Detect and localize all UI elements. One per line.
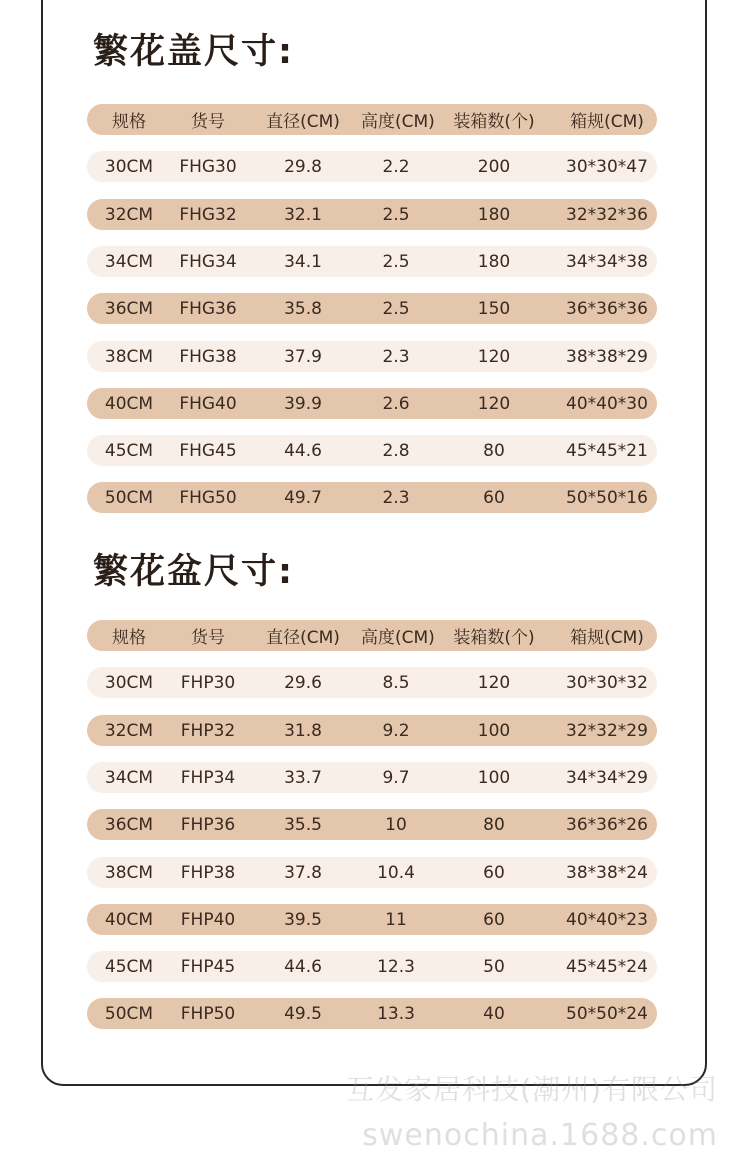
table-cell: 45*45*21 bbox=[566, 440, 648, 461]
table-cell: 120 bbox=[477, 672, 511, 693]
table-cell: 60 bbox=[483, 487, 505, 508]
table-cell: 10 bbox=[385, 814, 407, 835]
table-cell: 38*38*29 bbox=[566, 346, 648, 367]
table-cell: 80 bbox=[483, 814, 505, 835]
table-cell: FHG32 bbox=[179, 204, 237, 225]
lid-section-title: 繁花盖尺寸: bbox=[93, 32, 294, 72]
table-cell: 38CM bbox=[104, 346, 154, 367]
table-row bbox=[87, 293, 657, 324]
table-cell: 40 bbox=[483, 1003, 505, 1024]
table-header-cell: 箱规(CM) bbox=[570, 112, 644, 132]
table-cell: FHG50 bbox=[179, 487, 237, 508]
table-cell: 50CM bbox=[104, 487, 154, 508]
table-cell: 60 bbox=[483, 862, 505, 883]
table-row bbox=[87, 199, 657, 230]
watermark-site: swenochina.1688.com bbox=[362, 1118, 718, 1153]
table-cell: 30CM bbox=[104, 156, 154, 177]
table-cell: 80 bbox=[483, 440, 505, 461]
table-cell: 60 bbox=[483, 909, 505, 930]
table-cell: 34*34*38 bbox=[566, 251, 648, 272]
table-row bbox=[87, 951, 657, 982]
table-cell: FHG36 bbox=[179, 298, 237, 319]
table-cell: 12.3 bbox=[377, 956, 415, 977]
table-header-row bbox=[87, 620, 657, 651]
table-cell: 120 bbox=[477, 393, 511, 414]
table-cell: 40*40*30 bbox=[566, 393, 648, 414]
table-cell: 30CM bbox=[104, 672, 154, 693]
table-cell: 30*30*47 bbox=[566, 156, 648, 177]
table-cell: FHP30 bbox=[180, 672, 236, 693]
table-cell: FHP45 bbox=[180, 956, 236, 977]
table-cell: 10.4 bbox=[377, 862, 415, 883]
table-row bbox=[87, 762, 657, 793]
table-cell: 35.8 bbox=[284, 298, 322, 319]
table-cell: 9.2 bbox=[382, 720, 410, 741]
table-cell: 2.6 bbox=[382, 393, 410, 414]
table-cell: 45CM bbox=[104, 440, 154, 461]
table-cell: 40CM bbox=[104, 393, 154, 414]
table-cell: 38CM bbox=[104, 862, 154, 883]
table-cell: 50 bbox=[483, 956, 505, 977]
table-cell: FHP38 bbox=[180, 862, 236, 883]
table-cell: FHG30 bbox=[179, 156, 237, 177]
table-cell: 49.7 bbox=[284, 487, 322, 508]
table-header-row bbox=[87, 104, 657, 135]
table-cell: 29.8 bbox=[284, 156, 322, 177]
table-cell: 34.1 bbox=[284, 251, 322, 272]
table-row bbox=[87, 246, 657, 277]
table-cell: 30*30*32 bbox=[566, 672, 648, 693]
table-cell: 32CM bbox=[104, 204, 154, 225]
table-cell: 50CM bbox=[104, 1003, 154, 1024]
table-header-cell: 货号 bbox=[191, 628, 225, 648]
table-cell: 11 bbox=[385, 909, 407, 930]
table-cell: 36CM bbox=[104, 298, 154, 319]
table-cell: 34CM bbox=[104, 767, 154, 788]
table-cell: 2.8 bbox=[382, 440, 410, 461]
table-header-cell: 高度(CM) bbox=[361, 112, 435, 132]
table-cell: 180 bbox=[477, 204, 511, 225]
table-header-cell: 规格 bbox=[112, 628, 146, 648]
table-cell: 120 bbox=[477, 346, 511, 367]
table-cell: 2.3 bbox=[382, 346, 410, 367]
table-cell: 36*36*36 bbox=[566, 298, 648, 319]
table-cell: 45CM bbox=[104, 956, 154, 977]
table-cell: 200 bbox=[477, 156, 511, 177]
table-cell: 39.9 bbox=[284, 393, 322, 414]
table-row bbox=[87, 435, 657, 466]
table-header-cell: 规格 bbox=[112, 112, 146, 132]
table-header-cell: 装箱数(个) bbox=[453, 628, 535, 648]
table-cell: 150 bbox=[477, 298, 511, 319]
basin-section-title: 繁花盆尺寸: bbox=[93, 552, 294, 592]
table-cell: 32*32*36 bbox=[566, 204, 648, 225]
table-header-cell: 装箱数(个) bbox=[453, 112, 535, 132]
table-cell: 100 bbox=[477, 720, 511, 741]
table-cell: 34CM bbox=[104, 251, 154, 272]
table-cell: 2.5 bbox=[382, 251, 410, 272]
table-cell: 36CM bbox=[104, 814, 154, 835]
table-header-cell: 箱规(CM) bbox=[570, 628, 644, 648]
table-cell: 50*50*24 bbox=[566, 1003, 648, 1024]
table-cell: 39.5 bbox=[284, 909, 322, 930]
table-cell: 13.3 bbox=[377, 1003, 415, 1024]
table-row bbox=[87, 857, 657, 888]
table-cell: 44.6 bbox=[284, 956, 322, 977]
table-header-cell: 直径(CM) bbox=[266, 112, 340, 132]
table-cell: 44.6 bbox=[284, 440, 322, 461]
table-cell: 37.9 bbox=[284, 346, 322, 367]
table-cell: 36*36*26 bbox=[566, 814, 648, 835]
table-cell: 49.5 bbox=[284, 1003, 322, 1024]
table-cell: 38*38*24 bbox=[566, 862, 648, 883]
table-row bbox=[87, 715, 657, 746]
table-cell: 35.5 bbox=[284, 814, 322, 835]
table-cell: 33.7 bbox=[284, 767, 322, 788]
table-cell: FHP50 bbox=[180, 1003, 236, 1024]
table-cell: 32*32*29 bbox=[566, 720, 648, 741]
table-cell: 180 bbox=[477, 251, 511, 272]
table-row bbox=[87, 388, 657, 419]
table-row bbox=[87, 667, 657, 698]
table-cell: FHP32 bbox=[180, 720, 236, 741]
table-cell: FHP34 bbox=[180, 767, 236, 788]
table-cell: 50*50*16 bbox=[566, 487, 648, 508]
table-row bbox=[87, 482, 657, 513]
table-cell: 100 bbox=[477, 767, 511, 788]
table-cell: 29.6 bbox=[284, 672, 322, 693]
table-cell: FHG40 bbox=[179, 393, 237, 414]
table-header-cell: 高度(CM) bbox=[361, 628, 435, 648]
table-cell: 32.1 bbox=[284, 204, 322, 225]
table-row bbox=[87, 904, 657, 935]
table-row bbox=[87, 998, 657, 1029]
table-cell: 34*34*29 bbox=[566, 767, 648, 788]
table-cell: 2.5 bbox=[382, 204, 410, 225]
table-cell: 45*45*24 bbox=[566, 956, 648, 977]
table-cell: 2.3 bbox=[382, 487, 410, 508]
watermark-company: 互发家居科技(潮州)有限公司 bbox=[346, 1073, 718, 1106]
table-cell: 37.8 bbox=[284, 862, 322, 883]
table-cell: 31.8 bbox=[284, 720, 322, 741]
table-row bbox=[87, 809, 657, 840]
table-header-cell: 直径(CM) bbox=[266, 628, 340, 648]
table-cell: 9.7 bbox=[382, 767, 410, 788]
table-row bbox=[87, 151, 657, 182]
table-row bbox=[87, 341, 657, 372]
table-cell: FHG45 bbox=[179, 440, 237, 461]
table-cell: 2.5 bbox=[382, 298, 410, 319]
table-cell: 32CM bbox=[104, 720, 154, 741]
table-cell: FHG38 bbox=[179, 346, 237, 367]
table-header-cell: 货号 bbox=[191, 112, 225, 132]
table-cell: FHP40 bbox=[180, 909, 236, 930]
table-cell: FHG34 bbox=[179, 251, 237, 272]
table-cell: 2.2 bbox=[382, 156, 410, 177]
table-cell: 40*40*23 bbox=[566, 909, 648, 930]
table-cell: 40CM bbox=[104, 909, 154, 930]
table-cell: 8.5 bbox=[382, 672, 410, 693]
table-cell: FHP36 bbox=[180, 814, 236, 835]
